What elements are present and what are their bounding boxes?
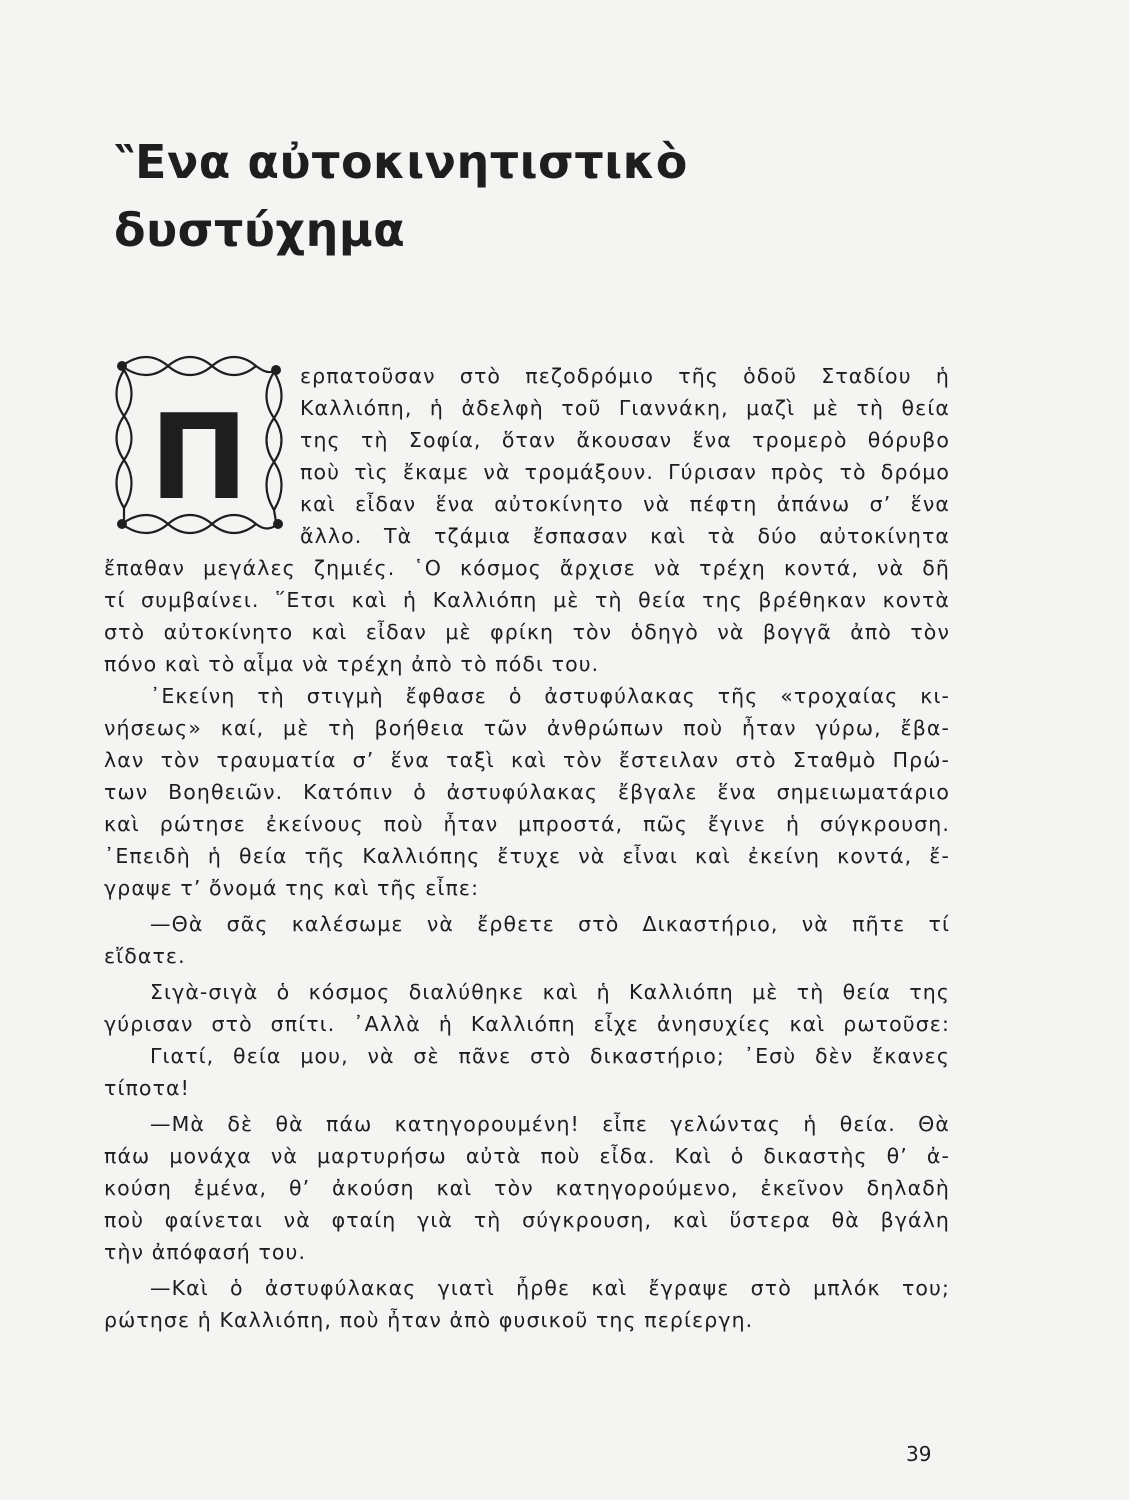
body-line-5: καὶ εἶδαν ἕνα αὐτοκίνητο νὰ πέφτη ἀπάνω σ’ ἕνα <box>300 492 950 516</box>
body-line-18: —Θὰ σᾶς καλέσωμε νὰ ἔρθετε στὸ Δικαστήριο, νὰ πῆτε τί <box>150 912 950 936</box>
body-line-9: στὸ αὐτοκίνητο καὶ εἶδαν μὲ φρίκη τὸν ὁδηγὸ νὰ βογγᾶ ἀπὸ τὸν <box>104 620 950 644</box>
body-line-19: εἴδατε. <box>104 944 186 968</box>
body-line-4: ποὺ τὶς ἔκαμε νὰ τρομάξουν. Γύρισαν πρὸς τὸ δρόμο <box>300 460 950 484</box>
body-line-21: γύρισαν στὸ σπίτι. ᾿Αλλὰ ἡ Καλλιόπη εἶχε ἀνησυχίες καὶ ρωτοῦσε: <box>104 1012 950 1036</box>
body-line-27: ποὺ φαίνεται νὰ φταίη γιὰ τὴ σύγκρουση, καὶ ὕστερα θὰ βγάλη <box>104 1208 950 1232</box>
body-line-7: ἔπαθαν μεγάλες ζημιές. ῾Ο κόσμος ἄρχισε νὰ τρέχη κοντά, νὰ δῆ <box>104 556 950 580</box>
page-title <box>114 128 814 264</box>
body-line-26: κούση ἐμένα, θ’ ἀκούση καὶ τὸν κατηγορούμενο, ἐκεῖνον δηλαδὴ <box>104 1176 950 1200</box>
body-text <box>104 360 950 1336</box>
body-line-10: πόνο καὶ τὸ αἷμα νὰ τρέχη ἀπὸ τὸ πόδι του. <box>104 652 600 676</box>
body-line-23: τίποτα! <box>104 1076 190 1100</box>
body-line-3: της τὴ Σοφία, ὅταν ἄκουσαν ἕνα τρομερὸ θόρυβο <box>300 428 950 452</box>
body-line-14: των Βοηθειῶν. Κατόπιν ὁ ἀστυφύλακας ἔβγαλε ἕνα σημειωματάριο <box>104 780 950 804</box>
body-line-17: γραψε τ’ ὄνομά της καὶ τῆς εἶπε: <box>104 876 480 900</box>
body-line-1: ερπατοῦσαν στὸ πεζοδρόμιο τῆς ὁδοῦ Σταδίου ἡ <box>300 364 950 388</box>
body-line-8: τί συμβαίνει. ῞Ετσι καὶ ἡ Καλλιόπη μὲ τὴ θεία της βρέθηκαν κοντὰ <box>104 588 950 612</box>
body-line-24: —Μὰ δὲ θὰ πάω κατηγορουμένη! εἶπε γελώντας ἡ θεία. Θὰ <box>150 1112 950 1136</box>
dropcap-letter: Π <box>149 388 249 526</box>
body-line-2: Καλλιόπη, ἡ ἀδελφὴ τοῦ Γιαννάκη, μαζὶ μὲ τὴ θεία <box>300 396 950 420</box>
body-line-12: νήσεως» καί, μὲ τὴ βοήθεια τῶν ἀνθρώπων ποὺ ἦταν γύρω, ἔβα- <box>104 716 950 740</box>
body-line-30: ρώτησε ἡ Καλλιόπη, ποὺ ἦταν ἀπὸ φυσικοῦ της περίεργη. <box>104 1308 754 1332</box>
body-line-20: Σιγὰ-σιγὰ ὁ κόσμος διαλύθηκε καὶ ἡ Καλλιόπη μὲ τὴ θεία της <box>150 980 950 1004</box>
body-line-11: ᾿Εκείνη τὴ στιγμὴ ἔφθασε ὁ ἀστυφύλακας τῆς «τροχαίας κι- <box>150 684 950 708</box>
body-line-6: ἄλλο. Τὰ τζάμια ἔσπασαν καὶ τὰ δύο αὐτοκίνητα <box>300 524 950 548</box>
body-line-25: πάω μονάχα νὰ μαρτυρήσω αὐτὰ ποὺ εἶδα. Καὶ ὁ δικαστὴς θ’ ἀ- <box>104 1144 950 1168</box>
body-line-28: τὴν ἀπόφασή του. <box>104 1240 307 1264</box>
body-line-29: —Καὶ ὁ ἀστυφύλακας γιατὶ ἦρθε καὶ ἔγραψε στὸ μπλόκ του; <box>150 1276 950 1300</box>
page-number: 39 <box>906 1442 932 1466</box>
title-line-2: δυστύχημα <box>114 203 406 257</box>
body-line-16: ᾿Επειδὴ ἡ θεία τῆς Καλλιόπης ἔτυχε νὰ εἶναι καὶ ἐκείνη κοντά, ἔ- <box>104 844 950 868</box>
body-line-15: καὶ ρώτησε ἐκείνους ποὺ ἦταν μπροστά, πῶς ἔγινε ἡ σύγκρουση. <box>104 812 950 836</box>
title-line-1: ‶Ενα αὐτοκινητιστικὸ <box>114 135 688 189</box>
body-line-13: λαν τὸν τραυματία σ’ ἕνα ταξὶ καὶ τὸν ἔστειλαν στὸ Σταθμὸ Πρώ- <box>104 748 950 772</box>
body-line-22: Γιατί, θεία μου, νὰ σὲ πᾶνε στὸ δικαστήριο; ᾿Εσὺ δὲν ἔκανες <box>150 1044 950 1068</box>
